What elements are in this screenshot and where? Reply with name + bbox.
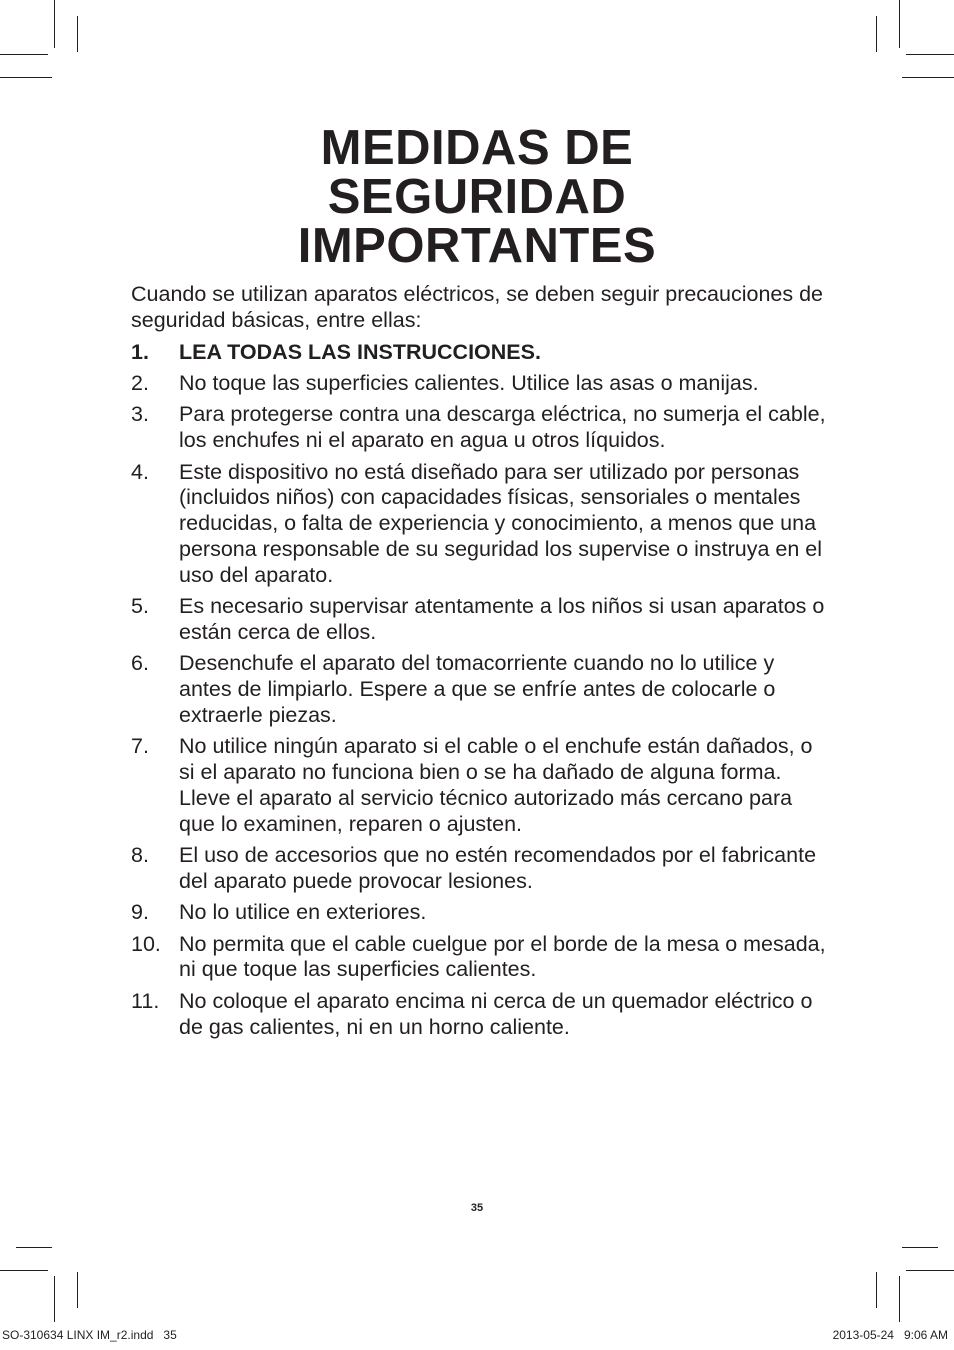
crop-mark — [0, 54, 48, 55]
crop-mark — [876, 1272, 877, 1308]
crop-mark — [902, 1247, 938, 1248]
page-number: 35 — [470, 1202, 484, 1214]
page-title — [0, 121, 954, 273]
item-number: 11. — [131, 988, 160, 1013]
crop-mark — [899, 0, 900, 48]
item-text: Es necesario supervisar atentamente a los niños si usan aparatos o están cerca de ellos. — [179, 594, 825, 644]
safety-instructions — [131, 282, 831, 1046]
list-item — [131, 734, 831, 837]
item-number: 5. — [131, 594, 149, 619]
item-number: 6. — [131, 651, 149, 676]
crop-mark — [77, 16, 78, 52]
item-text: No permita que el cable cuelgue por el borde de la mesa o mesada, ni que toque las superficies calientes. — [179, 931, 826, 982]
list-item — [131, 371, 831, 397]
list-item — [131, 843, 831, 895]
list-item — [131, 340, 831, 366]
title-line-3: IMPORTANTES — [297, 219, 657, 273]
list-item — [131, 989, 831, 1041]
crop-mark — [902, 77, 954, 78]
list-item — [131, 594, 831, 646]
list-item — [131, 651, 831, 728]
item-number: 1. — [131, 339, 149, 364]
item-number: 7. — [131, 734, 149, 759]
list-item — [131, 932, 831, 984]
item-text: No lo utilice en exteriores. — [179, 900, 427, 925]
crop-mark — [16, 1247, 52, 1248]
crop-mark — [0, 1270, 48, 1271]
intro-paragraph: Cuando se utilizan aparatos eléctricos, se deben seguir precauciones de seguridad básicas, entre ellas: — [131, 282, 824, 332]
item-number: 10. — [131, 931, 161, 956]
item-text: No coloque el aparato encima ni cerca de un quemador eléctrico o de gas calientes, ni en un horno caliente. — [179, 988, 813, 1039]
item-text: Desenchufe el aparato del tomacorriente cuando no lo utilice y antes de limpiarlo. Espere a que se enfríe antes de colocarle o extraerle piezas. — [179, 651, 776, 727]
crop-mark — [0, 77, 52, 78]
item-number: 2. — [131, 370, 149, 395]
list-item — [131, 460, 831, 589]
crop-mark — [906, 1270, 954, 1271]
list-item — [131, 402, 831, 454]
item-number: 3. — [131, 402, 149, 427]
item-text: Para protegerse contra una descarga eléctrica, no sumerja el cable, los enchufes ni el aparato en agua u otros líquidos. — [179, 402, 826, 453]
print-slug-file: SO-310634 LINX IM_r2.indd 35 — [2, 1328, 177, 1342]
item-number: 8. — [131, 843, 149, 868]
crop-mark — [906, 54, 954, 55]
item-number: 4. — [131, 459, 149, 484]
item-text: No toque las superficies calientes. Utilice las asas o manijas. — [179, 370, 759, 395]
crop-mark — [77, 1272, 78, 1308]
title-line-2: SEGURIDAD — [327, 170, 627, 224]
crop-mark — [899, 1276, 900, 1322]
item-text: No utilice ningún aparato si el cable o el enchufe están dañados, o si el aparato no funciona bien o se ha dañado de alguna forma. Lleve el aparato al servicio técnico autorizado más cercano para que lo examinen, reparen o ajusten. — [179, 734, 813, 836]
item-number: 9. — [131, 900, 149, 925]
list-item — [131, 900, 831, 926]
crop-mark — [54, 1276, 55, 1322]
item-text: El uso de accesorios que no estén recomendados por el fabricante del aparato puede provocar lesiones. — [179, 843, 817, 893]
print-slug-date: 2013-05-24 9:06 AM — [832, 1328, 948, 1342]
crop-mark — [876, 16, 877, 52]
item-text: LEA TODAS LAS INSTRUCCIONES. — [179, 339, 541, 364]
crop-mark — [54, 0, 55, 48]
title-line-1: MEDIDAS DE — [320, 121, 634, 175]
item-text: Este dispositivo no está diseñado para ser utilizado por personas (incluidos niños) con capacidades físicas, sensoriales o mentales reducidas, o falta de experiencia y conocimiento, a menos que una persona responsable de su seguridad los supervise o instruya en el uso del aparato. — [179, 459, 823, 587]
